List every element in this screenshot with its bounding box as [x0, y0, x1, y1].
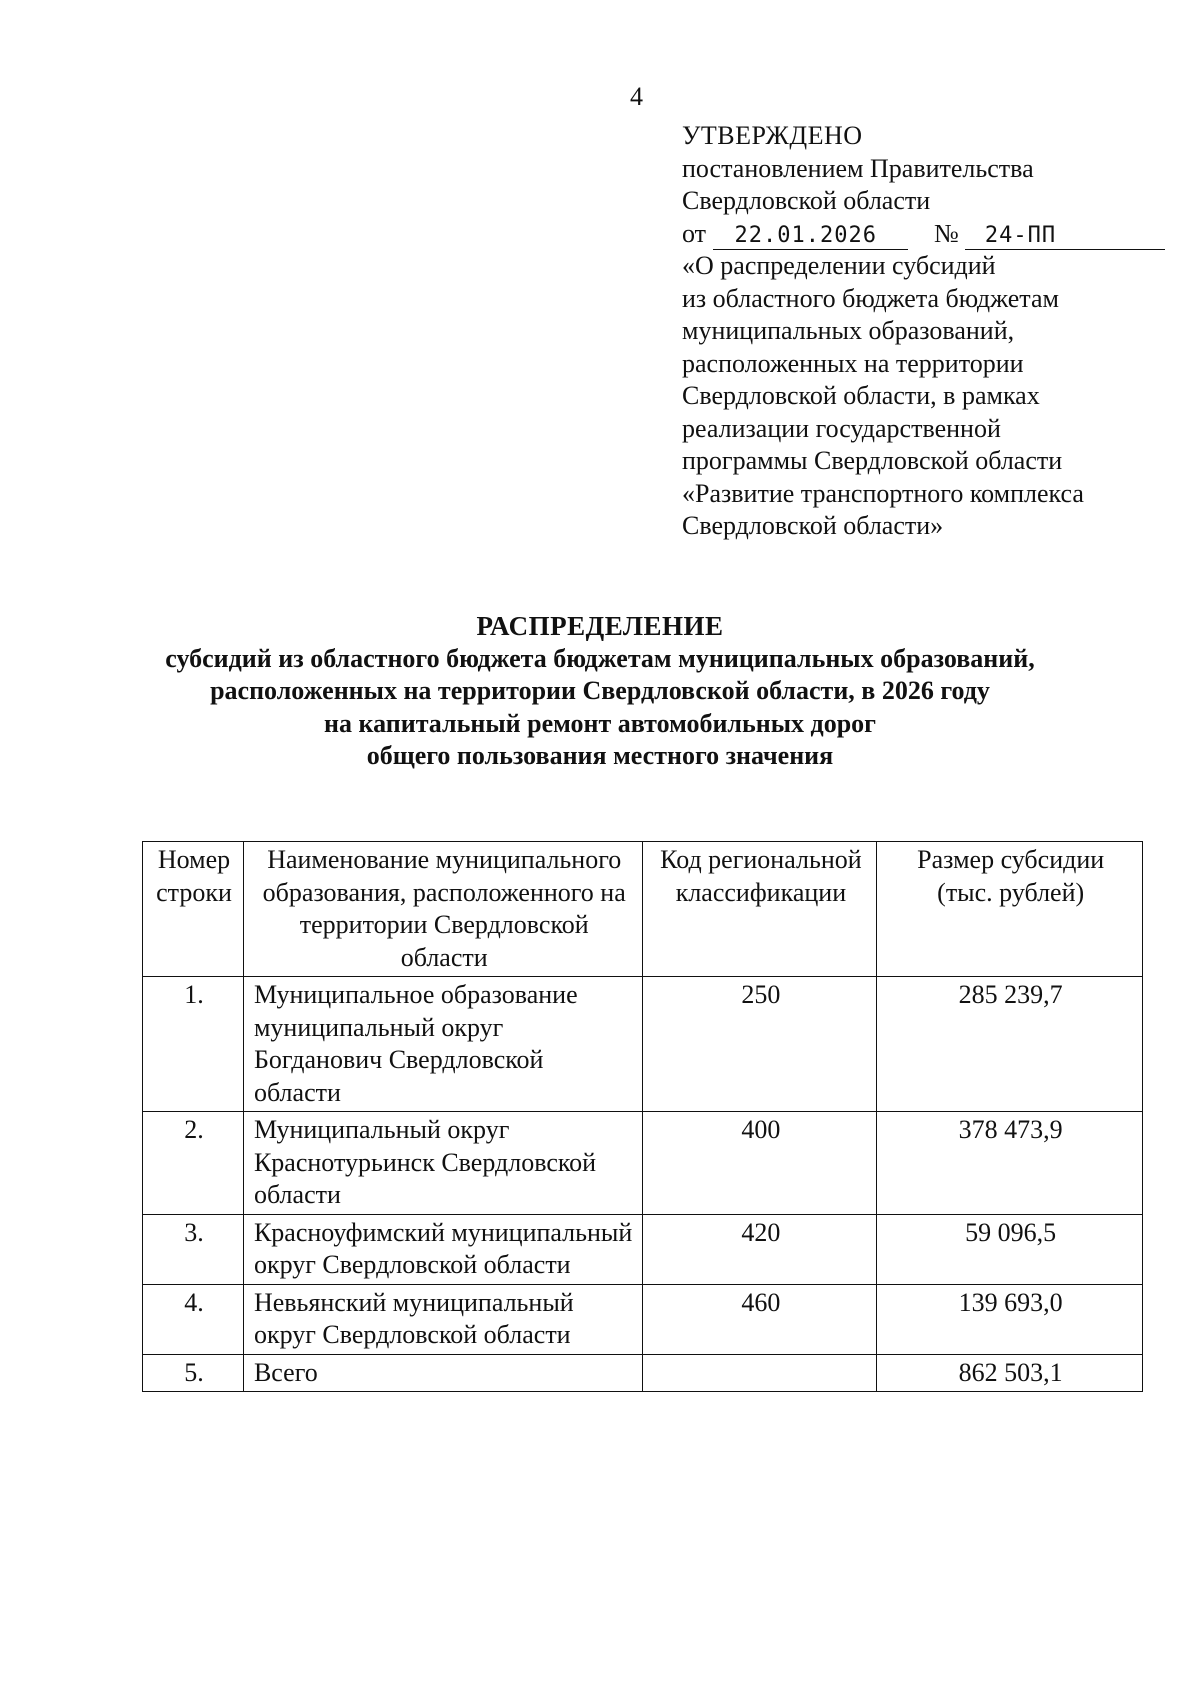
- approval-date-line: [682, 218, 1152, 251]
- municipality-name: Муниципальный округ Краснотурьинск Свердловской области: [243, 1112, 643, 1215]
- region-code: 460: [643, 1284, 877, 1354]
- municipality-name: Невьянский муниципальный округ Свердловской области: [243, 1284, 643, 1354]
- total-label: Всего: [243, 1354, 643, 1392]
- approval-subject-line: расположенных на территории: [682, 348, 1024, 378]
- row-number: 1.: [143, 977, 244, 1112]
- table-row: [143, 977, 1143, 1112]
- approval-subject-line: программы Свердловской области: [682, 446, 1063, 475]
- approval-line-decree: постановлением Правительства: [682, 153, 1034, 183]
- total-amount: 862 503,1: [877, 1354, 1143, 1392]
- document-subtitle-line: общего пользования местного значения: [366, 741, 834, 770]
- subsidy-amount: 139 693,0: [877, 1284, 1143, 1354]
- document-subtitle-line: на капитальный ремонт автомобильных дорог: [324, 708, 876, 738]
- subsidy-amount: 285 239,7: [877, 977, 1143, 1112]
- region-code: 420: [643, 1214, 877, 1284]
- header-row-number: Номер строки: [143, 842, 244, 977]
- header-municipality-name: Наименование муниципального образования, расположенного на территории Свердловской области: [243, 842, 643, 977]
- approval-line-region: Свердловской области: [682, 186, 931, 215]
- subsidy-amount: 59 096,5: [877, 1214, 1143, 1284]
- approval-subject: [682, 250, 1152, 543]
- table-row: [143, 1214, 1143, 1284]
- page-number: 4: [630, 82, 643, 111]
- date-prefix: от: [682, 218, 707, 248]
- row-number: 5.: [143, 1354, 244, 1392]
- document-heading: [0, 610, 1200, 773]
- approval-subject-line: из областного бюджета бюджетам: [682, 283, 1059, 313]
- approval-block: [682, 120, 1152, 543]
- document-subtitle-line: субсидий из областного бюджета бюджетам муниципальных образований,: [165, 643, 1035, 673]
- row-number: 2.: [143, 1112, 244, 1215]
- municipality-name: Красноуфимский муниципальный округ Свердловской области: [243, 1214, 643, 1284]
- approval-stamp-title: УТВЕРЖДЕНО: [682, 121, 863, 150]
- number-sign: №: [934, 218, 959, 248]
- row-number: 4.: [143, 1284, 244, 1354]
- approval-subject-line: «Развитие транспортного комплекса: [682, 478, 1084, 508]
- municipality-name: Муниципальное образование муниципальный округ Богданович Свердловской области: [243, 977, 643, 1112]
- row-number: 3.: [143, 1214, 244, 1284]
- table-total-row: [143, 1354, 1143, 1392]
- approval-subject-line: Свердловской области, в рамках: [682, 381, 1040, 410]
- decree-date: 22.01.2026: [713, 223, 908, 250]
- subsidy-distribution-table: [142, 841, 1143, 1392]
- approval-subject-line: реализации государственной: [682, 413, 1001, 443]
- document-subtitle-line: расположенных на территории Свердловской области, в 2026 году: [210, 676, 990, 705]
- document-title: РАСПРЕДЕЛЕНИЕ: [476, 611, 724, 641]
- region-code: [643, 1354, 877, 1392]
- region-code: 250: [643, 977, 877, 1112]
- approval-subject-line: муниципальных образований,: [682, 316, 1015, 345]
- header-region-code: Код региональной классификации: [643, 842, 877, 977]
- header-subsidy-amount: Размер субсидии (тыс. рублей): [877, 842, 1143, 977]
- table-row: [143, 1112, 1143, 1215]
- approval-subject-line: Свердловской области»: [682, 511, 944, 540]
- approval-subject-line: «О распределении субсидий: [682, 251, 996, 280]
- region-code: 400: [643, 1112, 877, 1215]
- table-header-row: [143, 842, 1143, 977]
- table-row: [143, 1284, 1143, 1354]
- decree-number: 24-ПП: [965, 223, 1165, 250]
- subsidy-amount: 378 473,9: [877, 1112, 1143, 1215]
